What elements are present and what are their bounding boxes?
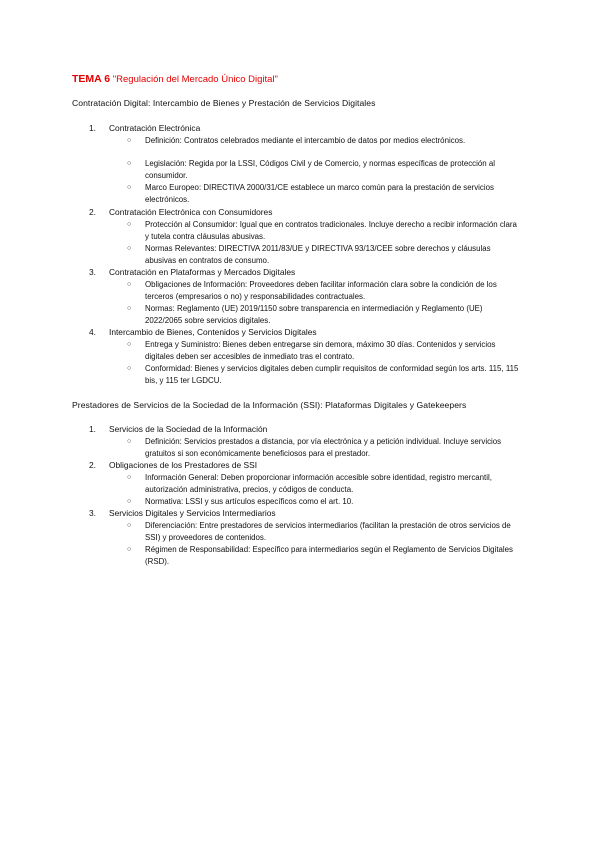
circle-bullet-icon: ○ [127, 546, 132, 553]
bullet-item: ○ Marco Europeo: DIRECTIVA 2000/31/CE establece un marco común para la prestación de servicios electrónicos. [127, 183, 494, 204]
bullet-item: ○ Definición: Contratos celebrados mediante el intercambio de datos por medios electrónicos. [127, 136, 466, 145]
bullet-item: ○ Definición: Servicios prestados a distancia, por vía electrónica y a petición individual. Incluye servicios gratuitos si son económicamente beneficiosos para el prestador. [127, 437, 502, 458]
bullet-item: ○ Información General: Deben proporcionar información accesible sobre identidad, registro mercantil, autorización administrativa, precios, y códigos de conducta. [127, 473, 492, 494]
bullet-item: ○ Normas Relevantes: DIRECTIVA 2011/83/UE y DIRECTIVA 93/13/CEE sobre derechos y cláusulas abusivas en contratos de consumo. [127, 244, 491, 265]
list-item-contratacion-consumidores: 2. Contratación Electrónica con Consumidores [89, 207, 273, 217]
list-item-contratacion-electronica: 1. Contratación Electrónica [89, 123, 201, 133]
list-item-servicios-ssi: 1. Servicios de la Sociedad de la Información [89, 424, 268, 434]
bullet-item: ○ Conformidad: Bienes y servicios digitales deben cumplir requisitos de conformidad según los arts. 115, 115 bis, y 115 ter LGDCU. [127, 364, 519, 385]
section-heading-contratacion: Contratación Digital: Intercambio de Bienes y Prestación de Servicios Digitales [72, 98, 376, 108]
circle-bullet-icon: ○ [127, 160, 132, 167]
bullet-item: ○ Protección al Consumidor: Igual que en contratos tradicionales. Incluye derecho a recibir información clara y tutela contra cláusulas abusivas. [127, 220, 517, 241]
list-item-contratacion-plataformas: 3. Contratación en Plataformas y Mercados Digitales [89, 267, 296, 277]
bullet-item: ○ Obligaciones de Información: Proveedores deben facilitar información clara sobre la condición de los terceros (empresarios o no) y responsabilidades contractuales. [127, 280, 497, 301]
bullet-item: ○ Entrega y Suministro: Bienes deben entregarse sin demora, máximo 30 días. Contenidos y servicios digitales deben ser accesibles de inmediato tras el contrato. [127, 340, 496, 361]
document-title [72, 73, 278, 85]
circle-bullet-icon: ○ [127, 281, 132, 288]
list-item-servicios-digitales: 3. Servicios Digitales y Servicios Intermediarios [89, 508, 276, 518]
list-item-obligaciones-ssi: 2. Obligaciones de los Prestadores de SSI [89, 460, 258, 470]
circle-bullet-icon: ○ [127, 305, 132, 312]
bullet-item: ○ Legislación: Regida por la LSSI, Códigos Civil y de Comercio, y normas específicas de protección al consumidor. [127, 159, 495, 180]
bullet-item: ○ Normativa: LSSI y sus artículos específicos como el art. 10. [127, 497, 354, 506]
list-item-intercambio-bienes: 4. Intercambio de Bienes, Contenidos y Servicios Digitales [89, 327, 317, 337]
tema-subtitle: "Regulación del Mercado Único Digital" [112, 74, 278, 85]
circle-bullet-icon: ○ [127, 522, 132, 529]
circle-bullet-icon: ○ [127, 438, 132, 445]
tema-label: TEMA 6 [72, 73, 111, 85]
circle-bullet-icon: ○ [127, 221, 132, 228]
circle-bullet-icon: ○ [127, 245, 132, 252]
circle-bullet-icon: ○ [127, 341, 132, 348]
circle-bullet-icon: ○ [127, 184, 132, 191]
circle-bullet-icon: ○ [127, 498, 132, 505]
bullet-item: ○ Régimen de Responsabilidad: Específico para intermediarios según el Reglamento de Servicios Digitales (RSD). [127, 545, 513, 566]
circle-bullet-icon: ○ [127, 137, 132, 144]
bullet-item: ○ Diferenciación: Entre prestadores de servicios intermediarios (facilitan la prestación de otros servicios de SSI) y proveedores de contenidos. [127, 521, 511, 542]
circle-bullet-icon: ○ [127, 474, 132, 481]
circle-bullet-icon: ○ [127, 365, 132, 372]
bullet-item: ○ Normas: Reglamento (UE) 2019/1150 sobre transparencia en intermediación y Reglamento (UE) 2022/2065 sobre servicios digitales. [127, 304, 483, 325]
section-heading-prestadores: Prestadores de Servicios de la Sociedad de la Información (SSI): Plataformas Digitales y Gatekeepers [72, 400, 467, 410]
